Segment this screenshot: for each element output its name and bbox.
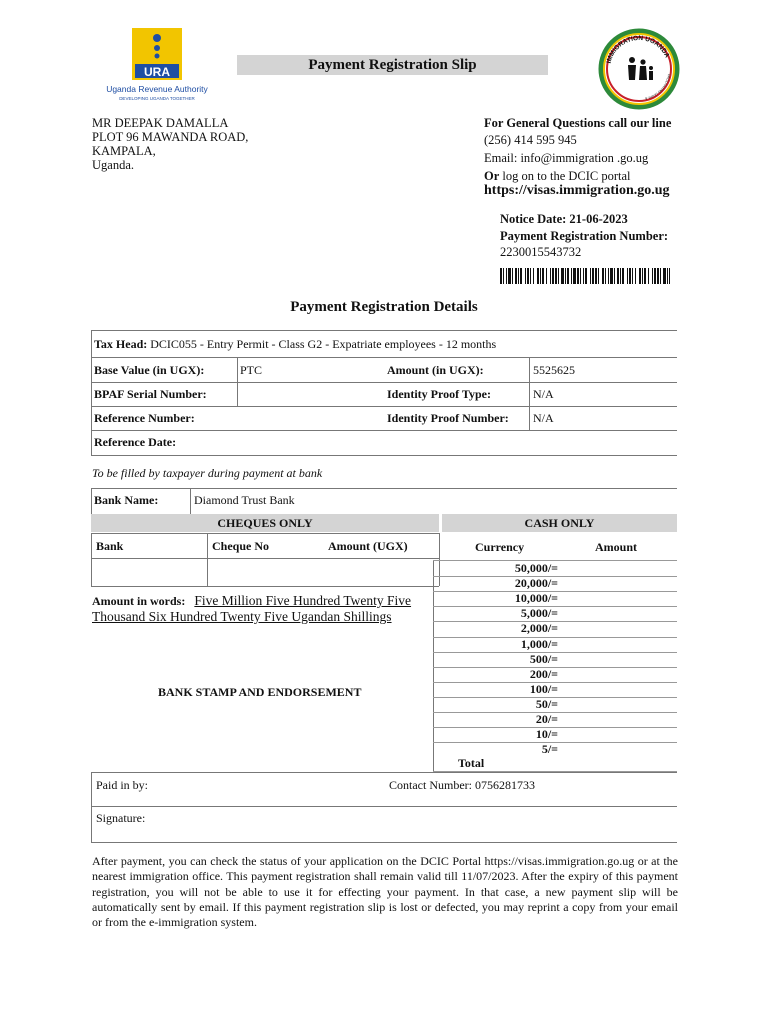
amount-words-value: Five Million Five Hundred Twenty Five Thousand Six Hundred Twenty Five Ugandan Shillings: [92, 593, 412, 624]
or-word: Or: [484, 169, 500, 183]
cash-heading: CASH ONLY: [442, 514, 677, 532]
denomination-row: 10,000/=: [514, 591, 558, 606]
signature: Signature:: [96, 811, 146, 825]
paid-in-by: Paid in by:: [96, 778, 149, 792]
immigration-uganda-logo: [598, 28, 680, 110]
denomination-row: 50/=: [535, 696, 558, 711]
contact-phone: (256) 414 595 945: [484, 133, 577, 147]
ref-date-label: Reference Date:: [94, 435, 177, 449]
portal-text: log on to the DCIC portal: [499, 169, 631, 183]
cash-total: Total: [458, 756, 485, 770]
id-number-label: Identity Proof Number:: [387, 411, 509, 425]
denomination-row: 20,000/=: [514, 576, 558, 591]
reg-number: 2230015543732: [500, 245, 582, 259]
amount-words-label: Amount in words:: [92, 594, 186, 608]
immigration-logo-tagline: FACILITATING LEGAL &: [644, 73, 671, 101]
id-type-label: Identity Proof Type:: [387, 387, 491, 401]
bank-stamp: BANK STAMP AND ENDORSEMENT: [158, 685, 362, 699]
bpaf-label: BPAF Serial Number:: [94, 387, 207, 401]
page-title: Payment Registration Slip: [237, 55, 548, 75]
col-bank: Bank: [96, 539, 124, 553]
ura-logo-text: URA: [144, 65, 170, 79]
id-number-value: N/A: [533, 411, 554, 425]
notice-date: Notice Date: 21-06-2023: [500, 212, 628, 226]
contact-number: Contact Number: 0756281733: [389, 778, 535, 792]
contact-email: Email: info@immigration .go.ug: [484, 151, 649, 165]
col-amount-ugx: Amount (UGX): [328, 539, 408, 553]
portal-url[interactable]: https://visas.immigration.go.ug: [484, 183, 670, 198]
denomination-row: 500/=: [529, 651, 558, 666]
amount-value: 5525625: [533, 363, 575, 377]
addressee-line3: Uganda.: [92, 158, 134, 172]
bank-name-value: Diamond Trust Bank: [194, 493, 295, 507]
ref-number-label: Reference Number:: [94, 411, 195, 425]
base-value-label: Base Value (in UGX):: [94, 363, 205, 377]
denomination-row: 200/=: [529, 666, 558, 681]
immigration-logo-text: IMMIGRATION UGANDA: [605, 34, 671, 65]
contact-portal-line: [484, 168, 631, 184]
taxpayer-note: To be filled by taxpayer during payment at bank: [92, 466, 323, 480]
denomination-row: 5,000/=: [520, 606, 558, 621]
col-cash-amount: Amount: [595, 540, 638, 554]
addressee-name: MR DEEPAK DAMALLA: [92, 116, 229, 130]
bank-name-label: Bank Name:: [94, 493, 159, 507]
tax-head-row: [94, 336, 496, 352]
footer-note: After payment, you can check the status of your application on the DCIC Portal https://visas.immigration.go.ug or at the nearest immigration office. This payment registration shall remain valid till 11/07/2023. After the expiry of this payment registration, you will not be able to use it for effecting your payment. In that case, a new payment slip will be automatically sent by email. If this payment registration slip is lost or defected, you may reprint a copy from your email or from the e-immigration system.: [92, 854, 678, 930]
contact-heading: For General Questions call our line: [484, 116, 672, 130]
denomination-row: 1,000/=: [520, 636, 558, 651]
denomination-row: 5/=: [541, 742, 558, 757]
ura-name: Uganda Revenue Authority: [106, 84, 208, 94]
tax-head-value: DCIC055 - Entry Permit - Class G2 - Expatriate employees - 12 months: [147, 337, 497, 351]
col-currency: Currency: [475, 540, 525, 554]
addressee-line2: KAMPALA,: [92, 144, 156, 158]
denomination-row: 10/=: [535, 727, 558, 742]
cheques-heading: CHEQUES ONLY: [91, 514, 439, 532]
denomination-row: 20/=: [535, 712, 558, 726]
reg-number-label: Payment Registration Number:: [500, 229, 669, 243]
base-value: PTC: [240, 363, 263, 377]
amount-in-words: [92, 593, 442, 625]
barcode: [500, 268, 670, 284]
ura-logo: [92, 26, 222, 106]
amount-label: Amount (in UGX):: [387, 363, 484, 377]
denomination-row: 50,000/=: [514, 561, 558, 575]
denomination-row: 100/=: [529, 681, 558, 696]
details-heading: Payment Registration Details: [290, 299, 478, 315]
tax-head-label: Tax Head:: [94, 337, 148, 351]
addressee-line1: PLOT 96 MAWANDA ROAD,: [92, 130, 249, 144]
denomination-row: 2,000/=: [520, 621, 558, 636]
col-cheque-no: Cheque No: [212, 539, 270, 553]
ura-tagline: DEVELOPING UGANDA TOGETHER: [119, 96, 195, 101]
id-type-value: N/A: [533, 387, 554, 401]
